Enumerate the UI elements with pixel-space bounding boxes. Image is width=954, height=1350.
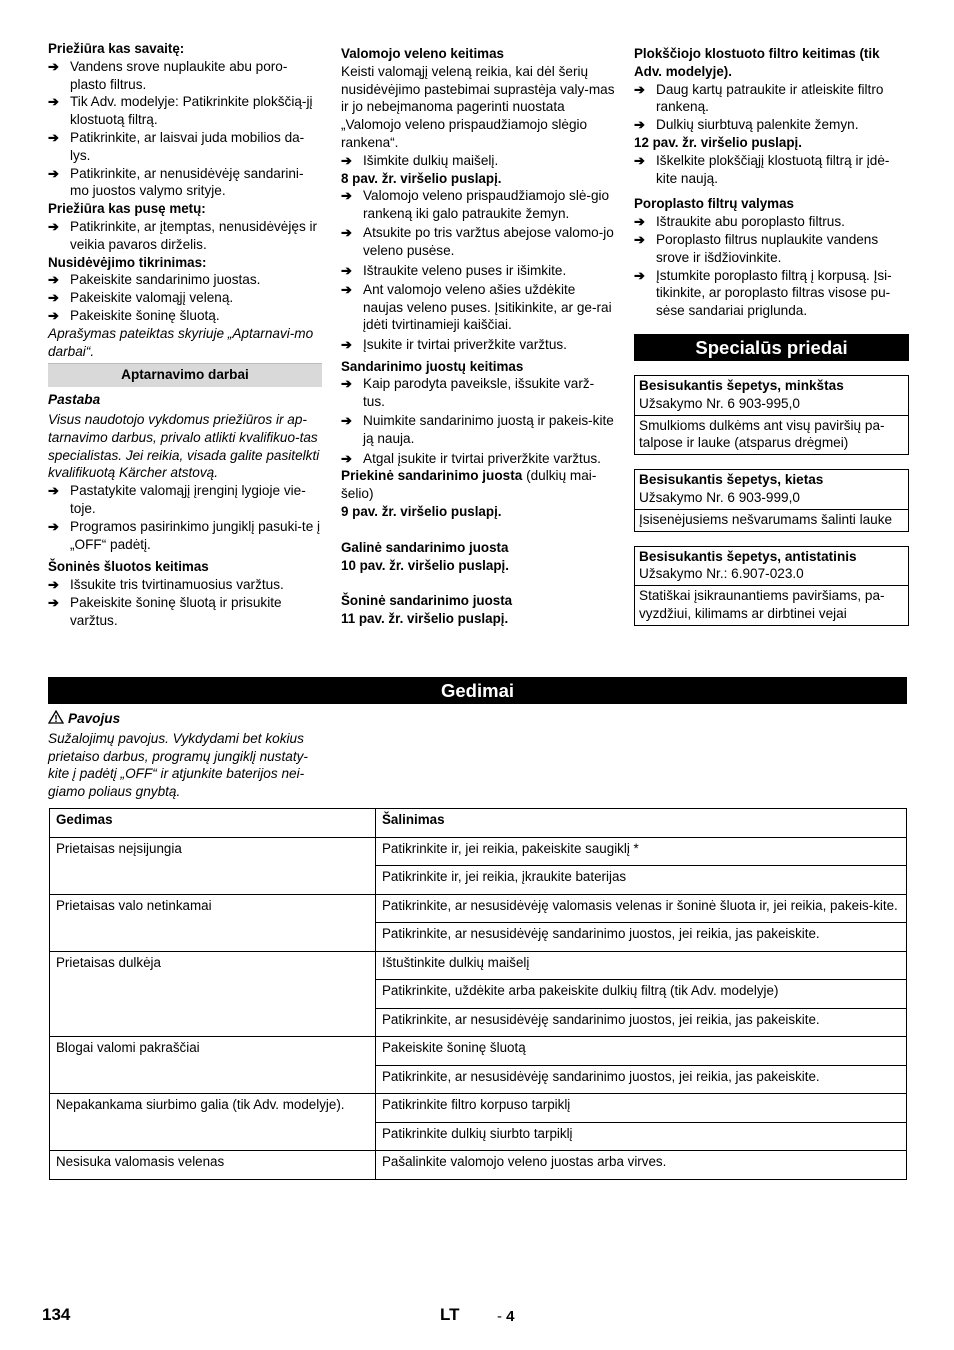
accessory-description: Smulkioms dulkėms ant visų paviršių pa-talpose ir lauke (atsparus drėgmei): [635, 415, 908, 455]
arrow-right-icon: ➔: [48, 577, 59, 593]
column-header-fault: Gedimas: [50, 809, 376, 838]
flat-filter-step-3: ➔ Iškelkite plokščiąjį klostuotą filtrą ir įdė-kite naują.: [634, 152, 890, 186]
side-brush-title: Šoninės šluotos keitimas: [48, 559, 209, 575]
remedy-cell: Patikrinkite, ar nesusidėvėję sandarinimo juostos, jei reikia, jas pakeiskite.: [376, 1008, 907, 1037]
arrow-right-icon: ➔: [634, 81, 645, 97]
fault-cell: Blogai valomi pakraščiai: [50, 1037, 376, 1094]
step-item: ➔ Patikrinkite, ar įtemptas, nenusidėvėjęs ir veikia pavaros dirželis.: [48, 218, 318, 252]
arrow-right-icon: ➔: [48, 58, 59, 74]
table-row: [50, 837, 907, 866]
arrow-right-icon: ➔: [634, 117, 645, 133]
step-item: ➔ Tik Adv. modelyje: Patikrinkite plokščią-jį klostuotą filtrą.: [48, 94, 313, 128]
step-item: ➔ Pakeiskite valomąjį veleną.: [48, 290, 234, 306]
arrow-right-icon: ➔: [48, 165, 59, 181]
arrow-right-icon: ➔: [48, 518, 59, 534]
step-item: ➔ Vandens srove nuplaukite abu poro-plasto filtrus.: [48, 58, 288, 92]
column-3: [634, 45, 909, 626]
foam-filter-steps: [634, 213, 909, 320]
half-year-maintenance-title: Priežiūra kas pusę metų:: [48, 201, 206, 217]
accessory-box: [634, 546, 909, 626]
flat-filter-steps: [634, 81, 909, 134]
accessory-header: [635, 470, 908, 509]
service-section-heading: Aptarnavimo darbai: [48, 363, 322, 387]
table-header-row: [50, 809, 907, 838]
step-item: ➔ Ištraukite abu poroplasto filtrus.: [634, 214, 845, 230]
figure-9-ref: 9 pav. žr. viršelio puslapį.: [341, 503, 502, 519]
arrow-right-icon: ➔: [48, 94, 59, 110]
accessory-description: Įsisenėjusiems nešvarumams šalinti lauke: [635, 509, 908, 531]
accessory-name: Besisukantis šepetys, kietas: [639, 472, 824, 488]
danger-text: Sužalojimų pavojus. Vykdydami bet kokius prietaiso darbus, programų jungiklį nustaty-kite į padėtį „OFF“ ir atjunkite baterijos nei-giamo poliaus gnybtą.: [48, 730, 308, 800]
wear-note: Aprašymas pateiktas skyriuje „Aptarnavi-mo darbai“.: [48, 325, 314, 359]
arrow-right-icon: ➔: [341, 450, 352, 466]
step-item: ➔ Dulkių siurbtuvą palenkite žemyn.: [634, 117, 859, 133]
step-item: ➔ Ištraukite veleno puses ir išimkite.: [341, 262, 567, 278]
weekly-maintenance-title: Priežiūra kas savaitę:: [48, 41, 185, 56]
remedy-cell: Patikrinkite, ar nesusidėvėję valomasis velenas ir šoninė šluota ir, jei reikia, pakeis-kite.: [376, 894, 907, 923]
warning-triangle-icon: [48, 710, 64, 724]
remedy-cell: Patikrinkite, ar nesusidėvėję sandarinimo juostos, jei reikia, jas pakeiskite.: [376, 1065, 907, 1094]
accessories-heading: Specialūs priedai: [634, 334, 909, 361]
fault-table: [49, 808, 907, 1180]
danger-notice: [48, 710, 322, 801]
remedy-cell: Pašalinkite valomojo veleno juostas arba virves.: [376, 1151, 907, 1180]
arrow-right-icon: ➔: [341, 336, 352, 352]
step-item: ➔ Daug kartų patraukite ir atleiskite filtro rankeną.: [634, 81, 884, 115]
arrow-right-icon: ➔: [48, 290, 59, 306]
arrow-right-icon: ➔: [634, 231, 645, 247]
sub-page-number: - 4: [497, 1308, 515, 1325]
arrow-right-icon: ➔: [341, 281, 352, 297]
roller-text: Keisti valomąjį veleną reikia, kai dėl šerių nusidėvėjimo pastebimai suprastėja valy-mas ir jo nebeįmanoma pagerinti nuostata „Valomojo veleno prispaudžiamojo slėgio rankena“.: [341, 63, 615, 150]
step-item: ➔ Patikrinkite, ar nenusidėvėję sandarini-mo juostos valymo srityje.: [48, 165, 304, 199]
rear-seal-title: Galinė sandarinimo juosta: [341, 539, 509, 555]
front-seal: Priekinė sandarinimo juosta (dulkių mai-šelio): [341, 468, 597, 502]
flat-filter-title: Plokščiojo klostuoto filtro keitimas (tik Adv. modelyje).: [634, 46, 880, 79]
seal-steps: [341, 375, 615, 467]
seal-title: Sandarinimo juostų keitimas: [341, 358, 524, 374]
column-header-remedy: Šalinimas: [376, 809, 907, 838]
accessory-order-number: Užsakymo Nr. 6 903-995,0: [639, 395, 800, 411]
figure-11-ref: 11 pav. žr. viršelio puslapį.: [341, 611, 509, 627]
arrow-right-icon: ➔: [48, 272, 59, 288]
accessories-list: [634, 375, 909, 626]
figure-8-ref: 8 pav. žr. viršelio puslapį.: [341, 170, 502, 186]
wear-check-title: Nusidėvėjimo tikrinimas:: [48, 254, 207, 270]
table-row: [50, 1094, 907, 1123]
figure-10-ref: 10 pav. žr. viršelio puslapį.: [341, 557, 509, 573]
side-brush-steps: [48, 576, 322, 629]
table-row: [50, 894, 907, 923]
fault-cell: Prietaisas neįsijungia: [50, 837, 376, 894]
roller-title: Valomojo veleno keitimas: [341, 46, 504, 61]
wear-steps: [48, 271, 322, 324]
step-item: ➔ Įsukite ir tvirtai priveržkite varžtus.: [341, 336, 567, 352]
arrow-right-icon: ➔: [341, 225, 352, 241]
step-item: ➔ Ant valomojo veleno ašies uždėkite naujas veleno puses. Įsitikinkite, ar ge-rai įdėti tvirtinamieji kaiščiai.: [341, 281, 612, 333]
accessory-name: Besisukantis šepetys, antistatinis: [639, 548, 857, 564]
accessory-description: Statiškai įsikraunantiems paviršiams, pa-vyzdžiui, kilimams ar dirbtinei vejai: [635, 585, 908, 625]
table-row: [50, 951, 907, 980]
step-item: ➔ Įstumkite poroplasto filtrą į korpusą. Įsi-tikinkite, ar poroplasto filtras visose pu-sėse sandariai priglunda.: [634, 267, 892, 319]
arrow-right-icon: ➔: [634, 214, 645, 230]
foam-filter-title: Poroplasto filtrų valymas: [634, 196, 794, 212]
roller-step-1: ➔ Išimkite dulkių maišelį.: [341, 152, 499, 168]
step-item: ➔ Atsukite po tris varžtus abejose valomo-jo veleno pusėse.: [341, 225, 614, 259]
table-row: [50, 1037, 907, 1066]
step-item: ➔ Pakeiskite šoninę šluotą.: [48, 307, 220, 323]
page-number: 134: [42, 1305, 71, 1324]
remedy-cell: Pakeiskite šoninę šluotą: [376, 1037, 907, 1066]
fault-cell: Prietaisas valo netinkamai: [50, 894, 376, 951]
step-item: ➔ Pakeiskite šoninę šluotą ir prisukite varžtus.: [48, 594, 282, 628]
accessory-name: Besisukantis šepetys, minkštas: [639, 377, 844, 393]
fault-cell: Prietaisas dulkėja: [50, 951, 376, 1037]
step-item: ➔ Poroplasto filtrus nuplaukite vandens srove ir išdžiovinkite.: [634, 231, 879, 265]
remedy-cell: Patikrinkite filtro korpuso tarpiklį: [376, 1094, 907, 1123]
remedy-cell: Ištuštinkite dulkių maišelį: [376, 951, 907, 980]
accessory-order-number: Užsakymo Nr.: 6.907-023.0: [639, 566, 804, 582]
remedy-cell: Patikrinkite, ar nesusidėvėję sandarinimo juostos, jei reikia, jas pakeiskite.: [376, 923, 907, 952]
step-item: ➔ Programos pasirinkimo jungiklį pasuki-te į „OFF“ padėtį.: [48, 518, 321, 552]
accessory-order-number: Užsakymo Nr. 6 903-999,0: [639, 489, 800, 505]
side-seal-title: Šoninė sandarinimo juosta: [341, 593, 513, 609]
step-item: ➔ Patikrinkite, ar laisvai juda mobilios da-lys.: [48, 129, 305, 163]
arrow-right-icon: ➔: [341, 262, 352, 278]
step-item: ➔ Išsukite tris tvirtinamuosius varžtus.: [48, 577, 284, 593]
service-steps: [48, 482, 322, 553]
arrow-right-icon: ➔: [341, 152, 352, 168]
step-item: ➔ Atgal įsukite ir tvirtai priveržkite varžtus.: [341, 450, 601, 466]
remedy-cell: Patikrinkite dulkių siurbto tarpiklį: [376, 1122, 907, 1151]
arrow-right-icon: ➔: [341, 188, 352, 204]
arrow-right-icon: ➔: [48, 483, 59, 499]
fault-cell: Nepakankama siurbimo galia (tik Adv. modelyje).: [50, 1094, 376, 1151]
arrow-right-icon: ➔: [341, 413, 352, 429]
danger-title: Pavojus: [48, 710, 322, 728]
half-year-steps: [48, 218, 322, 254]
step-item: ➔ Nuimkite sandarinimo juostą ir pakeis-kite ją nauja.: [341, 413, 614, 447]
fault-cell: Nesisuka valomasis velenas: [50, 1151, 376, 1180]
note-title: Pastaba: [48, 392, 101, 408]
accessory-header: [635, 376, 908, 415]
remedy-cell: Patikrinkite ir, jei reikia, įkraukite baterijas: [376, 866, 907, 895]
roller-steps: [341, 187, 615, 353]
accessory-header: [635, 547, 908, 586]
column-1: [48, 40, 322, 630]
arrow-right-icon: ➔: [48, 129, 59, 145]
column-2: [341, 45, 615, 628]
arrow-right-icon: ➔: [48, 594, 59, 610]
weekly-steps: [48, 58, 322, 200]
note-text: Visus naudotojo vykdomus priežiūros ir ap-tarnavimo darbus, privalo atlikti kvalifikuo-tas specialistas. Jei reikia, visada galite pasitelkti kvalifikuotą Kärcher atstovą.: [48, 411, 320, 481]
remedy-cell: Patikrinkite ir, jei reikia, pakeiskite saugiklį *: [376, 837, 907, 866]
accessory-box: [634, 469, 909, 531]
accessory-box: [634, 375, 909, 455]
arrow-right-icon: ➔: [634, 267, 645, 283]
arrow-right-icon: ➔: [634, 152, 645, 168]
arrow-right-icon: ➔: [48, 218, 59, 234]
step-item: ➔ Valomojo veleno prispaudžiamojo slė-gio rankeną iki galo patraukite žemyn.: [341, 188, 610, 222]
step-item: ➔ Pakeiskite sandarinimo juostas.: [48, 272, 261, 288]
language-code: LT: [440, 1305, 460, 1324]
figure-12-ref: 12 pav. žr. viršelio puslapį.: [634, 134, 802, 150]
remedy-cell: Patikrinkite, uždėkite arba pakeiskite dulkių filtrą (tik Adv. modelyje): [376, 980, 907, 1009]
step-item: ➔ Kaip parodyta paveiksle, išsukite varž-tus.: [341, 376, 595, 410]
arrow-right-icon: ➔: [341, 376, 352, 392]
step-item: ➔ Pastatykite valomąjį įrenginį lygioje vie-toje.: [48, 483, 306, 516]
arrow-right-icon: ➔: [48, 307, 59, 323]
table-row: [50, 1151, 907, 1180]
faults-heading: Gedimai: [48, 677, 907, 704]
